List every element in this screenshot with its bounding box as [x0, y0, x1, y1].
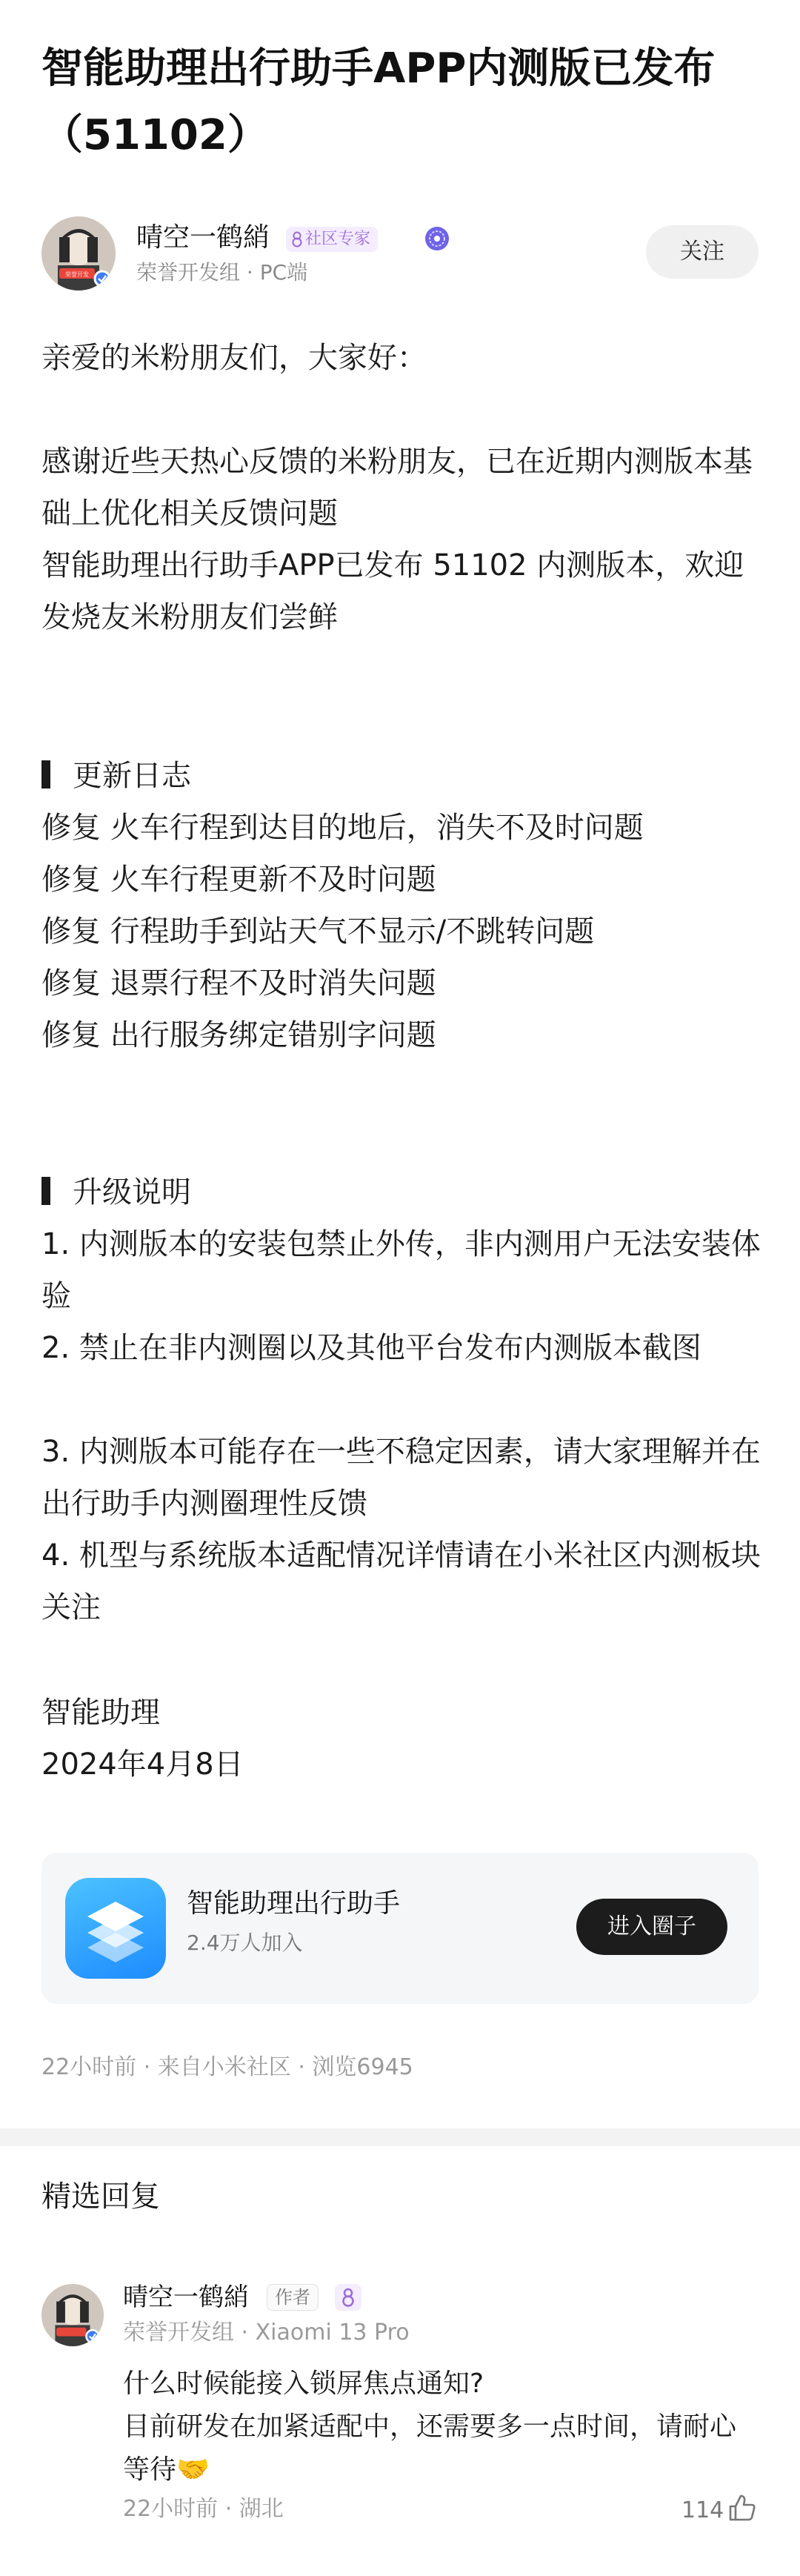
- upgrade-item: 3. 内测版本可能存在一些不稳定因素，请大家理解并在出行助手内测圈理性反馈: [41, 1435, 761, 1521]
- heading-bar: [41, 760, 50, 789]
- circle-card[interactable]: [41, 1853, 759, 2004]
- join-circle-button[interactable]: 进入圈子: [576, 1899, 727, 1955]
- medal-icon: [424, 225, 450, 252]
- circle-members: 2.4万人加入: [187, 1931, 303, 1955]
- changelog-heading-label: 更新日志: [73, 759, 191, 793]
- layers-icon: [65, 1878, 166, 1979]
- author-platform: PC端: [259, 260, 308, 285]
- changelog-item: 修复 火车行程到达目的地后，消失不及时问题: [41, 811, 644, 845]
- signature: 智能助理: [41, 1696, 160, 1730]
- community-expert-badge: [286, 227, 378, 252]
- reply-content: [123, 2363, 759, 2492]
- thumbs-up-icon[interactable]: [726, 2492, 759, 2524]
- section-divider: [0, 2128, 800, 2146]
- reply-question: 什么时候能接入锁屏焦点通知?: [123, 2368, 484, 2399]
- heading-bar: [41, 1177, 50, 1205]
- circle-logo: [65, 1878, 166, 1979]
- intro-paragraph: 智能助理出行助手APP已发布 51102 内测版本，欢迎发烧友米粉朋友们尝鲜: [41, 548, 744, 634]
- reply-author-meta: 荣誉开发组 · Xiaomi 13 Pro: [123, 2320, 410, 2346]
- greeting-text: 亲爱的米粉朋友们，大家好：: [41, 341, 427, 375]
- upgrade-heading: [41, 1166, 191, 1218]
- author-meta: [136, 258, 307, 288]
- intro-paragraph: 感谢近些天热心反馈的米粉朋友，已在近期内测版本基础上优化相关反馈问题: [41, 445, 753, 531]
- reply-time-location: 22小时前 · 湖北: [123, 2496, 284, 2522]
- avatar-image: [41, 2284, 104, 2346]
- author-avatar[interactable]: [41, 216, 116, 291]
- changelog-item: 修复 火车行程更新不及时问题: [41, 863, 436, 897]
- circle-name: 智能助理出行助手: [187, 1888, 401, 1919]
- reply-item: [41, 2280, 759, 2546]
- meta-separator: ·: [246, 260, 260, 285]
- author-row: [41, 216, 759, 295]
- author-group: 荣誉开发组: [136, 260, 241, 285]
- post-date: 2024年4月8日: [41, 1747, 244, 1782]
- follow-button[interactable]: 关注: [646, 225, 759, 279]
- post-title: 智能助理出行助手APP内测版已发布（51102）: [41, 44, 716, 159]
- upgrade-heading-label: 升级说明: [73, 1175, 191, 1209]
- changelog-heading: [41, 750, 191, 802]
- author-tag: 作者: [267, 2284, 319, 2311]
- reply-answer: 目前研发在加紧适配中，还需要多一点时间，请耐心等待🤝: [123, 2411, 737, 2485]
- reply-author-name[interactable]: 晴空一鹤綃: [123, 2283, 249, 2312]
- upgrade-item: 1. 内测版本的安装包禁止外传，非内测用户无法安装体验: [41, 1227, 761, 1313]
- changelog-item: 修复 出行服务绑定错别字问题: [41, 1018, 436, 1052]
- avatar-text: 荣誉开发: [65, 271, 89, 278]
- avatar-image: [41, 216, 116, 291]
- changelog-item: 修复 行程助手到站天气不显示/不跳转问题: [41, 914, 595, 949]
- level-icon: [292, 231, 302, 248]
- author-name[interactable]: 晴空一鹤綃: [136, 222, 270, 253]
- like-count: 114: [681, 2497, 724, 2523]
- level-icon: [335, 2284, 361, 2311]
- upgrade-item: 2. 禁止在非内测圈以及其他平台发布内测版本截图: [41, 1331, 701, 1365]
- expert-badge-label: 社区专家: [305, 230, 371, 248]
- reply-avatar[interactable]: [41, 2284, 104, 2346]
- upgrade-item: 4. 机型与系统版本适配情况详情请在小米社区内测板块关注: [41, 1538, 761, 1624]
- post-meta: 22小时前 · 来自小米社区 · 浏览6945: [41, 2054, 413, 2080]
- changelog-item: 修复 退票行程不及时消失问题: [41, 966, 436, 1000]
- featured-replies-title: 精选回复: [41, 2180, 160, 2214]
